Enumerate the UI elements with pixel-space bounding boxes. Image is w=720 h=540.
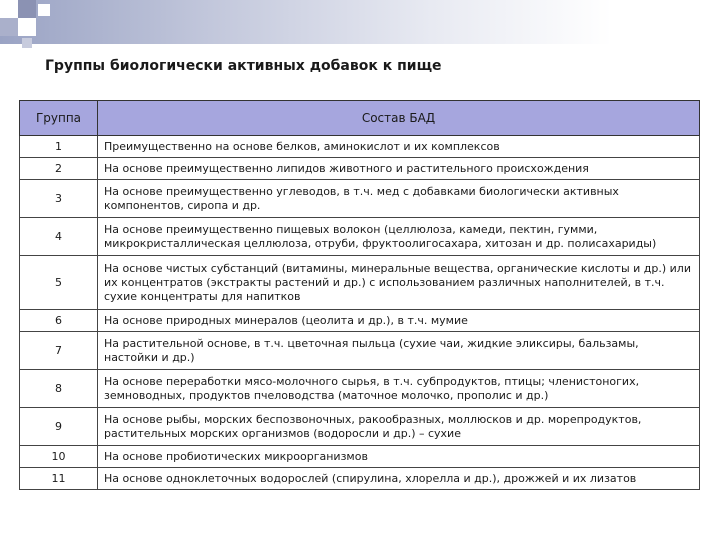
row-text: На основе преимущественно пищевых волокон (целлюлоза, камеди, пектин, гумми, микрокристаллическая целлюлоза, отруби, фруктоолигосахара, хитозан и др. полисахариды) <box>98 218 700 256</box>
row-text: На растительной основе, в т.ч. цветочная пыльца (сухие чаи, жидкие эликсиры, бальзамы, настойки и др.) <box>98 332 700 370</box>
table-row <box>20 370 700 408</box>
decor-square <box>18 0 36 18</box>
row-number: 6 <box>20 310 98 332</box>
row-text: На основе пробиотических микроорганизмов <box>98 446 700 468</box>
row-number: 10 <box>20 446 98 468</box>
table-row <box>20 310 700 332</box>
row-number: 9 <box>20 408 98 446</box>
header-decoration <box>0 0 720 44</box>
row-number: 2 <box>20 158 98 180</box>
row-number: 3 <box>20 180 98 218</box>
row-number: 8 <box>20 370 98 408</box>
table-row <box>20 136 700 158</box>
row-text: На основе переработки мясо-молочного сырья, в т.ч. субпродуктов, птицы; членистоногих, земноводных, продуктов пчеловодства (маточное молочко, прополис и др.) <box>98 370 700 408</box>
header-group: Группа <box>20 101 98 136</box>
row-text: Преимущественно на основе белков, аминокислот и их комплексов <box>98 136 700 158</box>
decor-square <box>0 18 18 36</box>
supplement-groups-table <box>19 100 700 490</box>
table-row <box>20 180 700 218</box>
decor-square <box>0 0 18 18</box>
row-text: На основе преимущественно липидов животного и растительного происхождения <box>98 158 700 180</box>
row-text: На основе преимущественно углеводов, в т.ч. мед с добавками биологически активных компонентов, сиропа и др. <box>98 180 700 218</box>
table-row <box>20 218 700 256</box>
row-text: На основе природных минералов (цеолита и др.), в т.ч. мумие <box>98 310 700 332</box>
row-number: 11 <box>20 468 98 490</box>
table-header-row <box>20 101 700 136</box>
table-row <box>20 256 700 310</box>
page-title: Группы биологически активных добавок к пище <box>45 58 442 74</box>
row-text: На основе одноклеточных водорослей (спирулина, хлорелла и др.), дрожжей и их лизатов <box>98 468 700 490</box>
row-number: 1 <box>20 136 98 158</box>
row-number: 4 <box>20 218 98 256</box>
table-row <box>20 446 700 468</box>
table-row <box>20 332 700 370</box>
table-row <box>20 158 700 180</box>
row-number: 7 <box>20 332 98 370</box>
row-text: На основе чистых субстанций (витамины, минеральные вещества, органические кислоты и др.) или их концентратов (экстракты растений и др.) с использованием различных наполнителей, в т.ч. сухие концентраты для напитков <box>98 256 700 310</box>
decor-square <box>38 4 50 16</box>
decor-square <box>18 18 36 36</box>
header-composition: Состав БАД <box>98 101 700 136</box>
decor-square <box>22 38 32 48</box>
table-row <box>20 408 700 446</box>
row-text: На основе рыбы, морских беспозвоночных, ракообразных, моллюсков и др. морепродуктов, растительных морских организмов (водоросли и др.) – сухие <box>98 408 700 446</box>
row-number: 5 <box>20 256 98 310</box>
table-row <box>20 468 700 490</box>
